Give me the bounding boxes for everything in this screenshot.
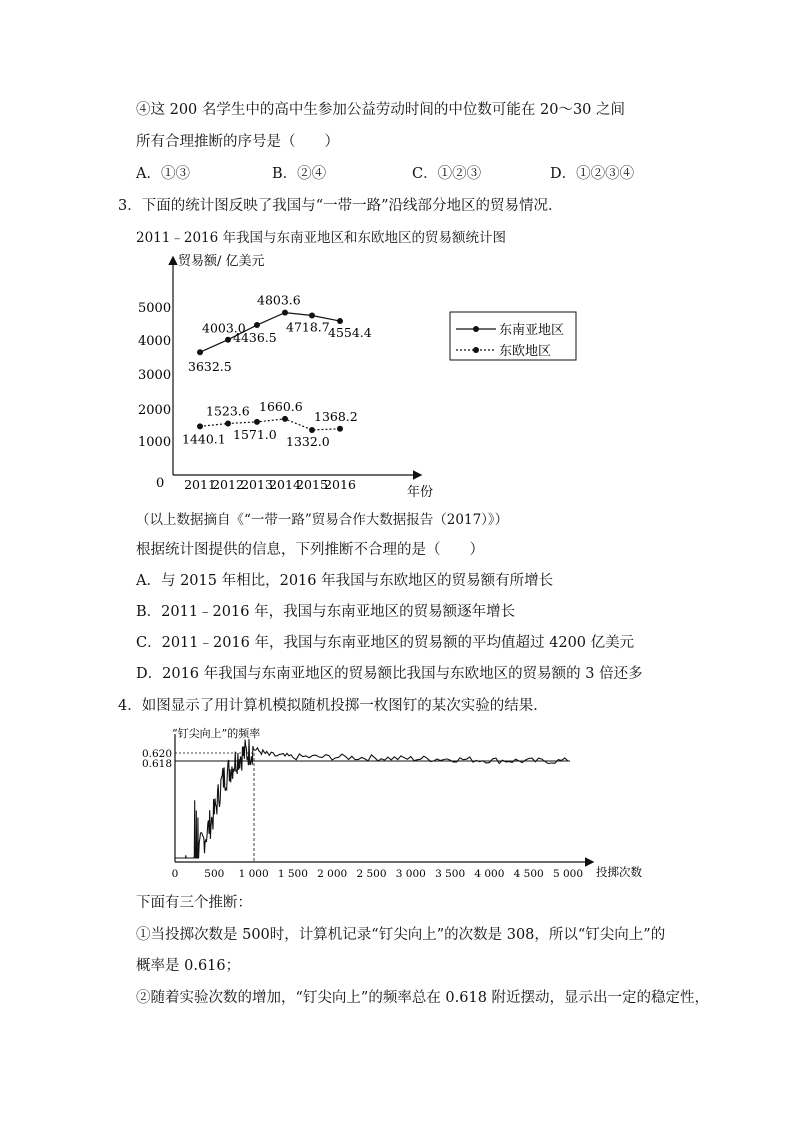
frequency-series-line: [175, 739, 568, 858]
data-label-0-2014: 4803.6: [257, 292, 301, 308]
data-label-0-2011: 3632.5: [188, 359, 232, 375]
q3-chart-title: 2011﹣2016 年我国与东南亚地区和东欧地区的贸易额统计图: [136, 230, 507, 246]
q3-prompt: 根据统计图提供的信息，下列推断不合理的是（ ）: [136, 542, 484, 558]
data-label-1-2014: 1660.6: [259, 398, 303, 414]
xtick-2011: 2011: [184, 477, 216, 492]
freq-xtick-6: 3 000: [395, 868, 426, 880]
freq-xtick-4: 2 000: [317, 868, 348, 880]
trade-chart: [130, 250, 730, 500]
xtick-2015: 2015: [296, 477, 328, 492]
data-label-1-2016: 1368.2: [314, 408, 358, 424]
data-label-0-2012: 4003.0: [202, 320, 246, 336]
freq-xtick-7: 3 500: [435, 868, 466, 880]
ytick-5000: 5000: [138, 301, 172, 316]
q3-option-c[interactable]: C．2011﹣2016 年，我国与东南亚地区的贸易额的平均值超过 4200 亿美元: [136, 635, 635, 651]
ytick-2000: 2000: [138, 403, 172, 418]
ytick-0618: 0.618: [141, 758, 172, 770]
point-0-2012: [225, 337, 231, 343]
trade-chart-xlabel: 年份: [407, 485, 434, 500]
xtick-2013: 2013: [241, 477, 273, 492]
point-0-2014: [282, 310, 288, 316]
q4-stem: 4．如图显示了用计算机模拟随机投掷一枚图钉的某次实验的结果．: [118, 698, 548, 714]
q2-option-b[interactable]: B．②④: [272, 166, 327, 182]
legend-southeast-asia: 东南亚地区: [499, 323, 565, 338]
freq-xtick-2: 1 000: [238, 868, 269, 880]
q2-option-d[interactable]: D．①②③④: [550, 166, 635, 182]
point-1-2015: [309, 427, 315, 433]
frequency-chart-xlabel: 投掷次数: [596, 865, 642, 879]
freq-xtick-0: 0: [171, 868, 179, 880]
freq-xtick-10: 5 000: [552, 868, 584, 880]
ytick-4000: 4000: [138, 334, 172, 349]
data-label-0-2016: 4554.4: [328, 325, 372, 341]
point-1-2011: [197, 423, 203, 429]
trade-chart-legend: [450, 312, 576, 360]
freq-xtick-1: 500: [204, 868, 225, 880]
xtick-2016: 2016: [324, 477, 356, 492]
point-1-2014: [282, 416, 288, 422]
point-0-2013: [254, 322, 260, 328]
freq-xtick-9: 4 500: [513, 868, 544, 880]
data-label-1-2015: 1332.0: [286, 433, 330, 449]
q2-item4: ④这 200 名学生中的高中生参加公益劳动时间的中位数可能在 20～30 之间: [136, 102, 626, 118]
q4-intro: 下面有三个推断：: [136, 895, 252, 911]
q2-option-c[interactable]: C．①②③: [412, 166, 482, 182]
freq-xtick-5: 2 500: [356, 868, 387, 880]
xtick-2012: 2012: [212, 477, 244, 492]
data-label-1-2012: 1523.6: [206, 403, 250, 419]
frequency-chart-xticks: [172, 868, 583, 880]
ytick-origin: 0: [156, 476, 165, 491]
frequency-chart-ylabel: “钉尖向上”的频率: [172, 727, 261, 740]
data-label-1-2013: 1571.0: [233, 426, 277, 442]
data-label-1-2011: 1440.1: [182, 431, 226, 447]
q3-source: （以上数据摘自《“一带一路”贸易合作大数据报告（2017）》）: [136, 512, 509, 528]
q2-option-a[interactable]: A．①③: [136, 166, 190, 182]
trade-chart-ylabel: 贸易额/ 亿美元: [178, 254, 265, 269]
point-1-2012: [225, 421, 231, 427]
q4-item1-line1: ①当投掷次数是 500时，计算机记录“钉尖向上”的次数是 308，所以“钉尖向上”的: [136, 927, 666, 943]
q2-prompt: 所有合理推断的序号是（ ）: [136, 134, 339, 150]
q4-item2: ②随着实验次数的增加，“钉尖向上”的频率总在 0.618 附近摆动，显示出一定的稳定性，: [136, 990, 710, 1006]
xtick-2014: 2014: [269, 477, 301, 492]
q3-option-a[interactable]: A．与 2015 年相比，2016 年我国与东欧地区的贸易额有所增长: [136, 573, 554, 589]
freq-xtick-8: 4 000: [474, 868, 505, 880]
q3-option-b[interactable]: B．2011﹣2016 年，我国与东南亚地区的贸易额逐年增长: [136, 604, 516, 620]
point-0-2015: [309, 313, 315, 319]
point-0-2011: [197, 349, 203, 355]
q3-stem: 3．下面的统计图反映了我国与“一带一路”沿线部分地区的贸易情况．: [118, 198, 563, 214]
ytick-0620: 0.620: [141, 748, 172, 760]
freq-xtick-3: 1 500: [277, 868, 308, 880]
ytick-1000: 1000: [138, 435, 172, 450]
data-label-0-2013: 4436.5: [233, 330, 277, 346]
q4-item1-line2: 概率是 0.616；: [136, 958, 241, 974]
point-1-2016: [337, 426, 343, 432]
data-label-0-2015: 4718.7: [286, 319, 330, 335]
point-1-2013: [254, 419, 260, 425]
trade-chart-xticks: [184, 477, 356, 492]
point-0-2016: [337, 318, 343, 324]
ytick-3000: 3000: [138, 368, 172, 383]
q3-option-d[interactable]: D．2016 年我国与东南亚地区的贸易额比我国与东欧地区的贸易额的 3 倍还多: [136, 666, 643, 682]
trade-chart-series: [182, 293, 372, 449]
legend-eastern-europe: 东欧地区: [499, 344, 552, 359]
frequency-chart: [141, 724, 650, 884]
